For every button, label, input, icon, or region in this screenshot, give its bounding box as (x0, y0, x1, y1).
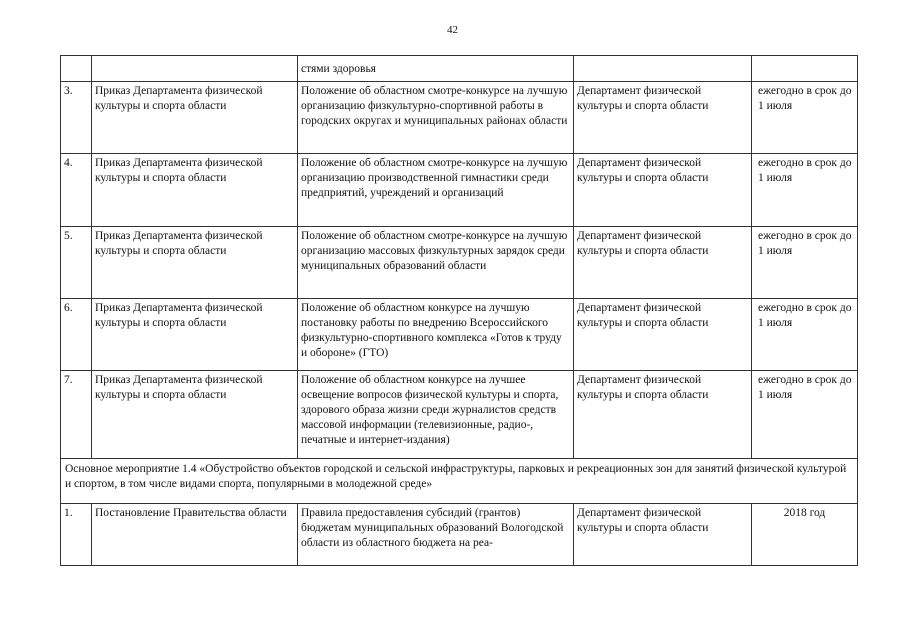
row-executor: Департамент физической культуры и спорта области (574, 371, 752, 459)
row-term: ежегодно в срок до 1 июля (752, 154, 858, 227)
row-term: ежегодно в срок до 1 июля (752, 227, 858, 299)
row-document-name: Положение об областном конкурсе на лучшее освещение вопросов физической культуры и спорта, здорового образа жизни среди журналистов средств массовой информации (телевизионные, радио-, печатные и интернет-издания) (298, 371, 574, 459)
row-document-name: Правила предоставления субсидий (грантов) бюджетам муниципальных образований Вологодской области из областного бюджета на реа- (298, 504, 574, 566)
table-row-continuation (61, 56, 858, 82)
row-term: ежегодно в срок до 1 июля (752, 371, 858, 459)
table-row (61, 82, 858, 154)
row-document-type: Приказ Департамента физической культуры и спорта области (92, 227, 298, 299)
row-executor: Департамент физической культуры и спорта области (574, 299, 752, 371)
row-term: 2018 год (752, 504, 858, 566)
row-number: 1. (61, 504, 92, 566)
row-executor: Департамент физической культуры и спорта области (574, 82, 752, 154)
row-executor: Департамент физической культуры и спорта области (574, 154, 752, 227)
row-term: ежегодно в срок до 1 июля (752, 299, 858, 371)
row-number: 6. (61, 299, 92, 371)
row-document-type: Постановление Правительства области (92, 504, 298, 566)
row-name-cell: стями здоровья (298, 56, 574, 82)
row-document-name: Положение об областном смотре-конкурсе на лучшую организацию производственной гимнастики среди предприятий, учреждений и организаций (298, 154, 574, 227)
table-row (61, 154, 858, 227)
table-row (61, 227, 858, 299)
row-number: 3. (61, 82, 92, 154)
row-document-name: Положение об областном смотре-конкурсе на лучшую организацию массовых физкультурных зарядок среди муниципальных образований области (298, 227, 574, 299)
row-number: 5. (61, 227, 92, 299)
row-document-type: Приказ Департамента физической культуры и спорта области (92, 299, 298, 371)
row-document-name: Положение об областном смотре-конкурсе на лучшую организацию физкультурно-спортивной работы в городских округах и муниципальных районах области (298, 82, 574, 154)
section-title: Основное мероприятие 1.4 «Обустройство объектов городской и сельской инфраструктуры, парковых и рекреационных зон для занятий физической культурой и спортом, в том числе видами спорта, популярными в молодежной среде» (61, 459, 858, 504)
page-number: 42 (447, 24, 458, 36)
row-term: ежегодно в срок до 1 июля (752, 82, 858, 154)
row-document-type: Приказ Департамента физической культуры и спорта области (92, 82, 298, 154)
table-row (61, 504, 858, 566)
row-document-type: Приказ Департамента физической культуры и спорта области (92, 154, 298, 227)
row-number: 4. (61, 154, 92, 227)
section-header-row (61, 459, 858, 504)
row-number: 7. (61, 371, 92, 459)
table-row (61, 371, 858, 459)
row-document-type: Приказ Департамента физической культуры и спорта области (92, 371, 298, 459)
regulation-table (60, 55, 858, 566)
table-row (61, 299, 858, 371)
row-executor: Департамент физической культуры и спорта области (574, 227, 752, 299)
row-document-name: Положение об областном конкурсе на лучшую постановку работы по внедрению Всероссийского физкультурно-спортивного комплекса «Готов к труду и обороне» (ГТО) (298, 299, 574, 371)
row-executor: Департамент физической культуры и спорта области (574, 504, 752, 566)
